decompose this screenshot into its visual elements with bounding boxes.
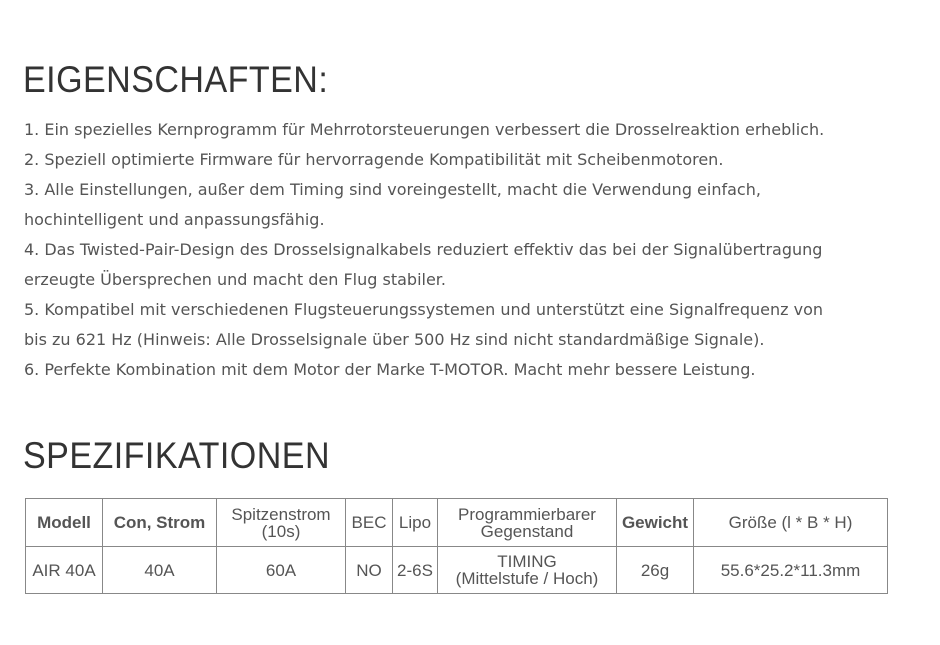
feature-item: 1. Ein spezielles Kernprogramm für Mehrrotorsteuerungen verbessert die Drosselreaktion erheblich. <box>24 120 825 139</box>
specs-header-row <box>26 499 888 547</box>
specs-heading: SPEZIFIKATIONEN <box>23 435 331 476</box>
feature-item: 2. Speziell optimierte Firmware für hervorragende Kompatibilität mit Scheibenmotoren. <box>24 150 724 169</box>
feature-item: 3. Alle Einstellungen, außer dem Timing sind voreingestellt, macht die Verwendung einfach, hochintelligent und anpassungsfähig. <box>24 180 761 229</box>
feature-item: 5. Kompatibel mit verschiedenen Flugsteuerungssystemen und unterstützt eine Signalfrequenz von bis zu 621 Hz (Hinweis: Alle Drosselsignale über 500 Hz sind nicht standardmäßige Signale). <box>24 300 823 349</box>
table-cell: NO <box>346 547 393 594</box>
feature-item: 4. Das Twisted-Pair-Design des Drosselsignalkabels reduziert effektiv das bei der Signalübertragung erzeugte Übersprechen und macht den Flug stabiler. <box>24 240 823 289</box>
header-cell: BEC <box>346 499 393 547</box>
table-cell: AIR 40A <box>26 547 103 594</box>
table-cell: 2-6S <box>393 547 438 594</box>
table-cell: 40A <box>103 547 217 594</box>
header-cell: Programmierbarer Gegenstand <box>438 499 617 547</box>
header-cell: Größe (l * B * H) <box>694 499 888 547</box>
table-cell: 60A <box>217 547 346 594</box>
table-cell: TIMING (Mittelstufe / Hoch) <box>438 547 617 594</box>
header-cell: Gewicht <box>617 499 694 547</box>
header-cell: Lipo <box>393 499 438 547</box>
features-list <box>24 115 904 385</box>
header-cell: Spitzenstrom (10s) <box>217 499 346 547</box>
feature-item: 6. Perfekte Kombination mit dem Motor der Marke T-MOTOR. Macht mehr bessere Leistung. <box>24 360 756 379</box>
table-row <box>26 547 888 594</box>
features-heading: EIGENSCHAFTEN: <box>23 59 329 100</box>
specs-table <box>25 498 888 594</box>
header-cell: Con, Strom <box>103 499 217 547</box>
header-cell: Modell <box>26 499 103 547</box>
table-cell: 26g <box>617 547 694 594</box>
table-cell: 55.6*25.2*11.3mm <box>694 547 888 594</box>
